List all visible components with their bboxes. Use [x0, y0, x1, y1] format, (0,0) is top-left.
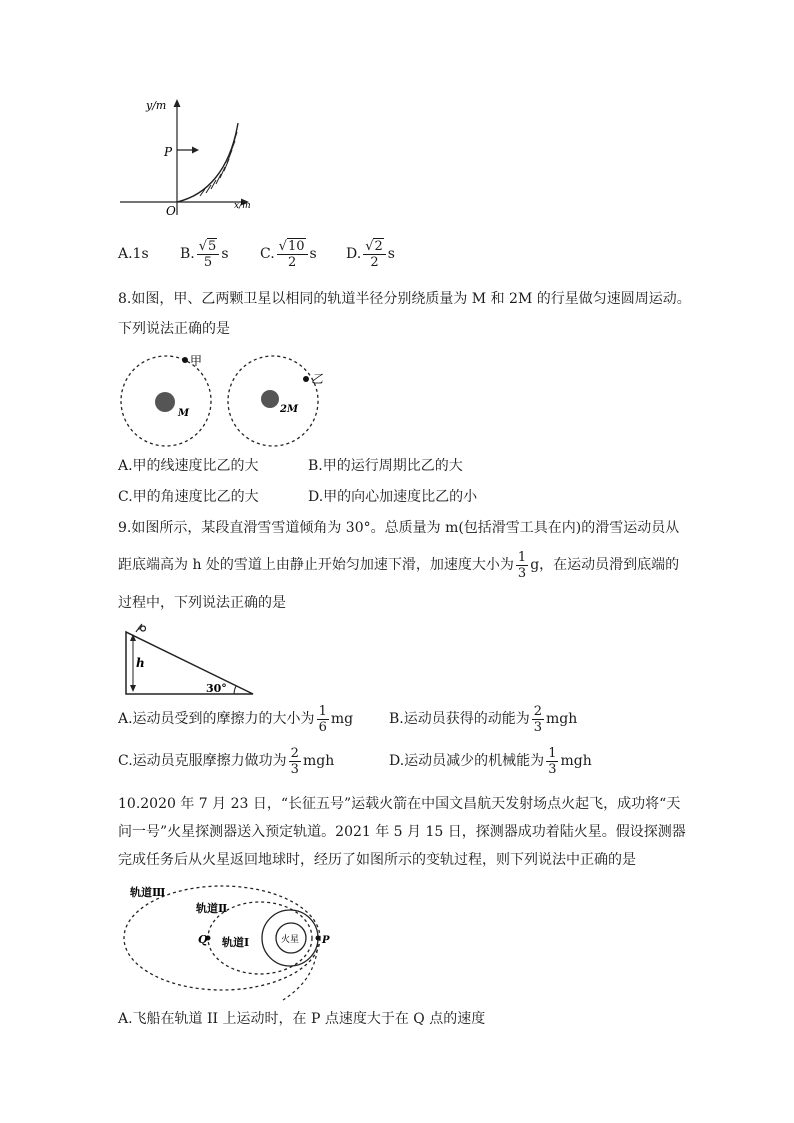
q7-graph — [112, 95, 262, 220]
q10-q-label: Q — [198, 933, 208, 946]
q10-figure — [118, 876, 333, 1001]
q7-option-c: C. $\frac{√10}{2}$ s — [260, 238, 317, 270]
q10-mars-label: 火星 — [281, 935, 300, 945]
q8-satellite-2 — [303, 376, 309, 382]
q8-planet-1 — [155, 392, 175, 412]
q7-option-a: A.1s — [118, 246, 149, 262]
q10-orbit2-label: 轨道Ⅱ — [196, 902, 228, 915]
q9-stem-line2: 距底端高为 h 处的雪道上由静止开始匀加速下滑，加速度大小为 $\frac{1}{3}$ g，在运动员滑到底端的 — [118, 549, 680, 581]
q9-stem-line3: 过程中，下列说法正确的是 — [118, 595, 286, 611]
q8-planet2-label: 2M — [280, 404, 299, 415]
q8-satellite-1 — [182, 357, 188, 363]
q8-figure — [118, 348, 338, 458]
q10-stem-line3: 完成任务后从火星返回地球时，经历了如图所示的变轨过程，则下列说法中正确的是 — [118, 852, 636, 868]
q10-point-p — [316, 936, 321, 941]
q10-orbit3-label: 轨道Ⅲ — [130, 886, 166, 899]
q7-p-arrowhead — [192, 147, 199, 154]
q7-y-label: y/m — [146, 99, 167, 112]
q7-x-label: x/m — [234, 201, 251, 211]
q7-p-label: P — [164, 145, 173, 159]
q8-planet-2 — [261, 390, 279, 408]
q9-angle-label: 30° — [206, 682, 227, 695]
q9-option-a: A.运动员受到的摩擦力的大小为 $\frac{1}{6}$ mg — [118, 703, 354, 735]
q10-stem-line2: 问一号”火星探测器送入预定轨道。2021 年 5 月 15 日，探测器成功着陆火星。假设探测器 — [118, 824, 686, 840]
q9-option-b: B.运动员获得的动能为 $\frac{2}{3}$ mgh — [389, 703, 578, 735]
q10-stem-line1: 10.2020 年 7 月 23 日，“长征五号”运载火箭在中国文昌航天发射场点火起飞，成功将“天 — [118, 796, 681, 812]
q7-y-arrow — [174, 99, 181, 107]
q8-option-a: A.甲的线速度比乙的大 — [118, 458, 259, 474]
q7-origin-label: O — [166, 204, 176, 218]
q9-skier-icon — [136, 624, 146, 632]
q8-planet1-label: M — [178, 408, 190, 419]
q9-slope — [126, 632, 253, 694]
q9-height-arrow-bottom — [130, 685, 136, 692]
q8-sat2-label: 乙 — [311, 372, 324, 386]
q10-orbit1-label: 轨道Ⅰ — [222, 936, 250, 949]
q7-hatching — [200, 132, 237, 196]
q8-option-b: B.甲的运行周期比乙的大 — [308, 458, 463, 474]
q8-option-c: C.甲的角速度比乙的大 — [118, 489, 259, 505]
q9-option-c: C.运动员克服摩擦力做功为 $\frac{2}{3}$ mgh — [118, 745, 335, 777]
q9-stem-line1: 9.如图所示，某段直滑雪雪道倾角为 30°。总质量为 m(包括滑雪工具在内)的滑雪运动员从 — [118, 520, 680, 536]
q8-sat1-label: 甲 — [190, 354, 203, 368]
q8-stem-line2: 下列说法正确的是 — [118, 321, 230, 337]
q10-option-a: A.飞船在轨道 II 上运动时，在 P 点速度大于在 Q 点的速度 — [118, 1011, 486, 1027]
q9-option-d: D.运动员减少的机械能为 $\frac{1}{3}$ mgh — [389, 745, 592, 777]
q10-p-label: P — [322, 935, 330, 946]
q9-angle-arc — [234, 686, 236, 694]
q8-stem-line1: 8.如图，甲、乙两颗卫星以相同的轨道半径分别绕质量为 M 和 2M 的行星做匀速圆周运动。 — [118, 291, 691, 307]
q8-option-d: D.甲的向心加速度比乙的小 — [308, 489, 478, 505]
q7-option-b: B. $\frac{√5}{5}$ s — [180, 238, 229, 270]
q9-height-label: h — [136, 656, 145, 670]
q7-option-d: D. $\frac{√2}{2}$ s — [346, 238, 395, 270]
q9-figure — [118, 617, 263, 699]
